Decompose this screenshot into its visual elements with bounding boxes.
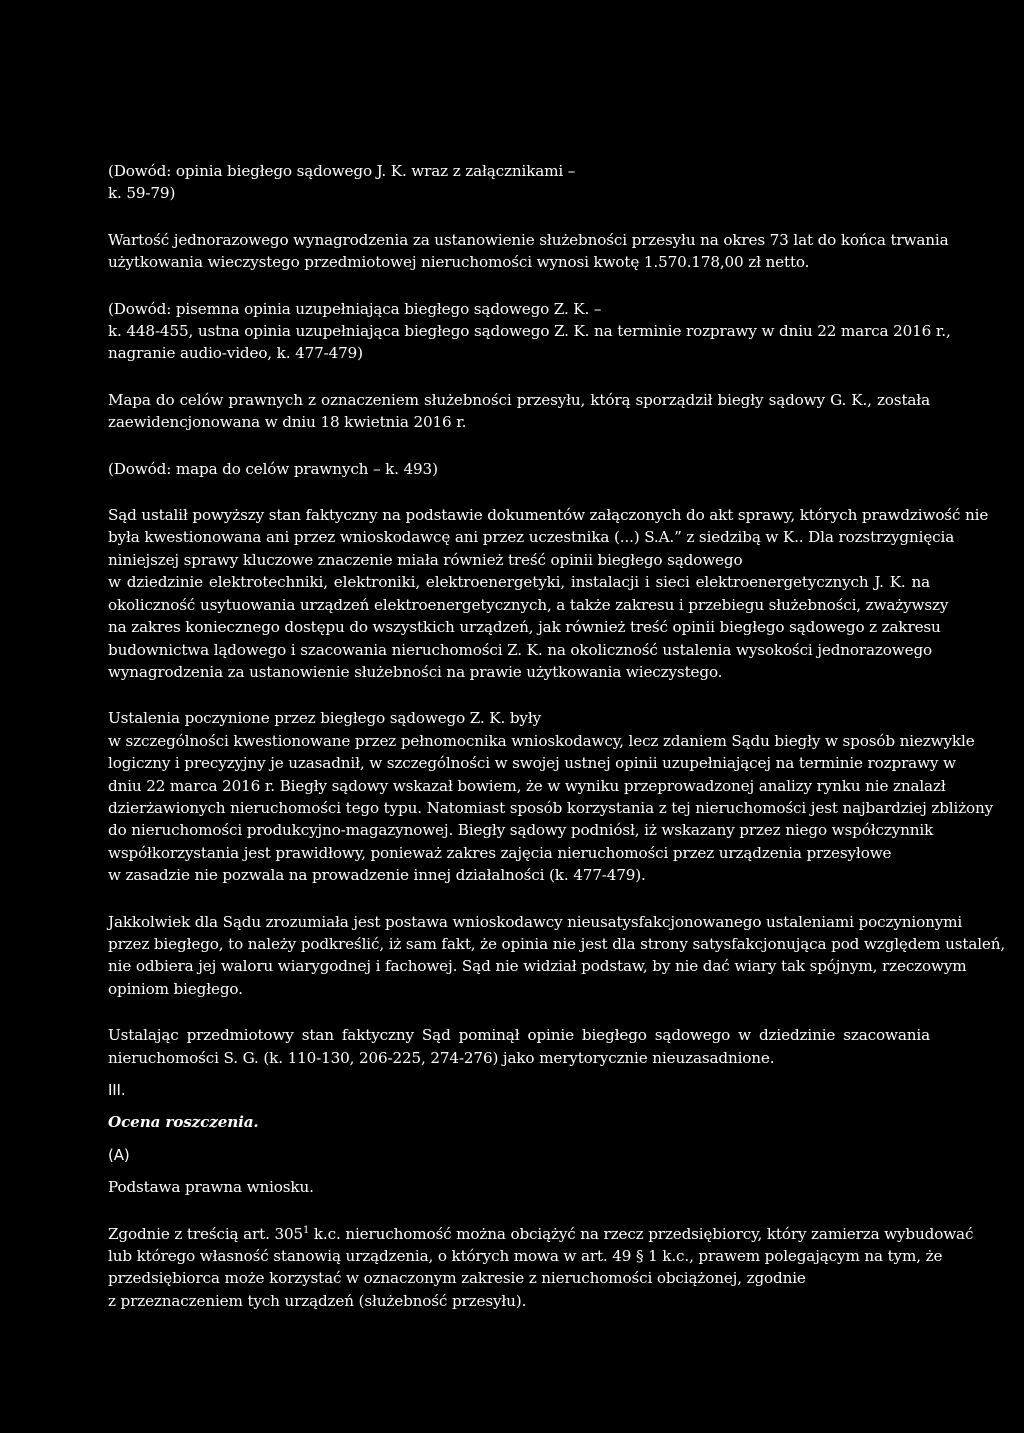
subsection-label: (A) [108, 1145, 130, 1164]
omitted-opinions-paragraph: Ustalając przedmiotowy stan faktyczny Sąd pominął opinie biegłego sądowego w dziedzinie szacowania nieruchomości S. G. (k. 110-130, 206-225, 274-276) jako merytorycznie nieuzasadnione. [108, 1026, 930, 1067]
subsection-title: Podstawa prawna wniosku. [108, 1178, 314, 1197]
evidence-opinion-note: (Dowód: opinia biegłego sądowego J. K. wraz z załącznikami – k. 59-79) [108, 162, 576, 203]
compensation-value-paragraph: Wartość jednorazowego wynagrodzenia za ustanowienie służebności przesyłu na okres 73 lat do końca trwania użytkowania wieczystego przedmiotowej nieruchomości wynosi kwotę 1.570.178,00 zł netto. [108, 230, 949, 272]
section-heading: Ocena roszczenia. [108, 1113, 259, 1132]
evidence-map-note: (Dowód: mapa do celów prawnych – k. 493) [108, 459, 438, 478]
map-paragraph: Mapa do celów prawnych z oznaczeniem służebności przesyłu, którą sporządził biegły sądowy G. K., została zaewidencjonowana w dniu 18 kwietnia 2016 r. [108, 390, 930, 432]
legal-basis-first-line: Zgodnie z treścią art. $305^1$ k.c. nieruchomość można obciążyć na rzecz przedsiębiorcy, który zamierza wybudować [108, 1224, 974, 1243]
understanding-paragraph: Jakkolwiek dla Sądu zrozumiała jest postawa wnioskodawcy nieusatysfakcjonowanego ustaleniami poczynionymi przez biegłego, to należy podkreślić, iż sam fakt, że opinia nie jest dla strony satysfakcjonująca pod względem ustaleń, nie odbiera jej waloru wiarygodnej i fachowej. Sąd nie widział podstaw, by nie dać wiary tak spójnym, rzeczowym opiniom biegłego. [108, 912, 1006, 998]
superscript-marker: 1 [302, 1224, 310, 1236]
court-findings-paragraph: Sąd ustalił powyższy stan faktyczny na podstawie dokumentów załączonych do akt sprawy, których prawdziwość nie była kwestionowana ani przez wnioskodawcę ani przez uczestnika (...) S.A.” z siedzibą w K.. Dla rozstrzygnięcia niniejszej sprawy kluczowe znaczenie miała również treść opinii biegłego sądowego w dziedzinie elektrotechniki, elektroniki, elektroenergetyki, instalacji i sieci elektroenergetycznych J. K. na okoliczność usytuowania urządzeń elektroenergetycznych, a także zakresu i przebiegu służebności, zważywszy na zakres koniecznego dostępu do wszystkich urządzeń, jak również treść opinii biegłego sądowego z zakresu budownictwa lądowego i szacowania nieruchomości Z. K. na okoliczność ustalenia wysokości jednorazowego wynagrodzenia za ustanowienie służebności na prawie użytkowania wieczystego. [108, 506, 989, 681]
evidence-supplementary-note: (Dowód: pisemna opinia uzupełniająca biegłego sądowego Z. K. – k. 448-455, ustna opinia uzupełniająca biegłego sądowego Z. K. na terminie rozprawy w dniu 22 marca 2016 r., nagranie audio-video, k. 477-479) [108, 299, 951, 363]
document-body [108, 160, 1006, 1312]
expert-findings-paragraph: Ustalenia poczynione przez biegłego sądowego Z. K. były w szczególności kwestionowane przez pełnomocnika wnioskodawcy, lecz zdaniem Sądu biegły w sposób niezwykle logiczny i precyzyjny je uzasadnił, w szczególności w swojej ustnej opinii uzupełniającej na terminie rozprawy w dniu 22 marca 2016 r. Biegły sądowy wskazał bowiem, że w wyniku przeprowadzonej analizy rynku nie znalazł dzierżawionych nieruchomości tego typu. Natomiast sposób korzystania z tej nieruchomości jest najbardziej zbliżony do nieruchomości produkcyjno-magazynowej. Biegły sądowy podniósł, iż wskazany przez niego współczynnik współkorzystania jest prawidłowy, ponieważ zakres zajęcia nieruchomości przez urządzenia przesyłowe w zasadzie nie pozwala na prowadzenie innej działalności (k. 477-479). [108, 709, 994, 885]
legal-basis-paragraph: Zgodnie z treścią art. $305^1$ k.c. nieruchomość można obciążyć na rzecz przedsiębiorcy, który zamierza wybudować lub którego własność stanowią urządzenia, o których mowa w art. 49 § 1 k.c., prawem polegającym na tym, że przedsiębiorca może korzystać w oznaczonym zakresie z nieruchomości obciążonej, zgodnie z przeznaczeniem tych urządzeń (służebność przesyłu). [108, 1224, 974, 1310]
section-numeral: III. [108, 1081, 126, 1099]
